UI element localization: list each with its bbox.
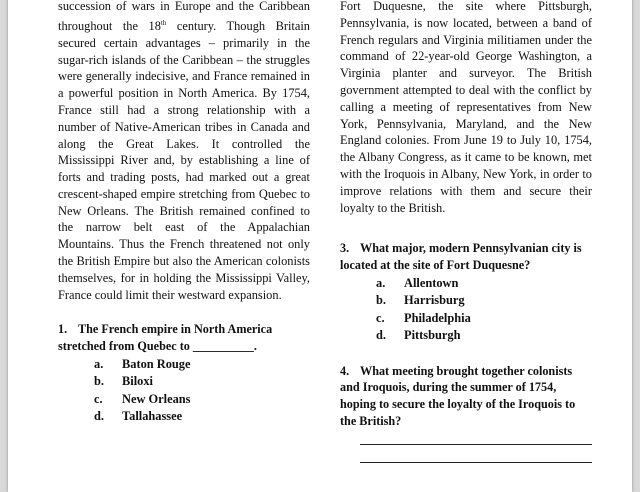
option-text: Allentown — [404, 275, 459, 290]
left-paragraph-line1-end: century. — [166, 18, 217, 33]
option-item[interactable] — [340, 310, 592, 327]
option-letter: c. — [376, 310, 385, 325]
right-column — [340, 0, 592, 470]
option-letter: d. — [94, 409, 104, 424]
option-item[interactable] — [58, 373, 310, 390]
option-item[interactable] — [58, 356, 310, 373]
question-3-text: What major, modern Pennsylvanian city is located at the site of Fort Duquesne? — [340, 241, 582, 273]
answer-line[interactable] — [360, 444, 592, 445]
option-letter: b. — [376, 293, 386, 308]
question-4-number: 4. — [340, 363, 350, 378]
option-text: New Orleans — [122, 391, 191, 406]
option-item[interactable] — [58, 408, 310, 425]
right-paragraph: Fort Duquesne, the site where Pittsburgh, Pennsylvania, is now located, between a band of French regulars and Virginia militiamen under the command of 22-year-old George Washington, a Virginia planter and surveyor. The British government attempted to deal with the conflict by calling a meeting of representatives from New York, Pennsylvania, Maryland, and the New England colonies. From June 19 to July 10, 1754, the Albany Congress, as it came to be known, met with the Iroquois in Albany, New York, in order to improve relations with them and secure their loyalty to the British. — [340, 0, 592, 215]
question-1-text: The French empire in North America stretched from Quebec to __________. — [58, 322, 273, 354]
option-item[interactable] — [340, 327, 592, 344]
option-text: Baton Rouge — [122, 357, 191, 372]
worksheet-page — [8, 0, 632, 492]
ordinal-superscript: th — [160, 18, 167, 27]
left-paragraph-body: Though Britain secured certain advantages – primarily in the sugar-rich islands of the Caribbean – the struggles were generally indecisive, and France remained in a powerful position in North America. By 1754, France still had a strong relationship with a number of Native-American tribes in Canada and along the Great Lakes. It controlled the Mississippi River and, by establishing a line of forts and trading posts, had marked out a great crescent-shaped empire stretching from Quebec to New Orleans. The British remained confined to the narrow belt east of the Appalachian Mountains. Thus the French threatened not only the British Empire but also the American colonists themselves, for in holding the Mississippi Valley, France could limit their westward expansion. — [58, 18, 310, 302]
option-letter: b. — [94, 374, 104, 389]
left-paragraph-line0: succession of wars in Europe and the — [58, 0, 254, 13]
left-paragraph — [58, 0, 310, 303]
option-letter: a. — [376, 275, 386, 290]
option-letter: c. — [94, 391, 103, 406]
question-1-number: 1. — [58, 322, 68, 337]
question-1-options — [58, 356, 310, 426]
option-item[interactable] — [340, 292, 592, 309]
answer-line[interactable] — [360, 462, 592, 463]
option-text: Harrisburg — [404, 293, 465, 308]
option-text: Pittsburgh — [404, 328, 461, 343]
option-text: Philadelphia — [404, 310, 471, 325]
option-text: Tallahassee — [122, 409, 183, 424]
left-paragraph-line1-start: Caribbean throughout the 18 — [58, 0, 310, 33]
question-3-options — [340, 275, 592, 345]
question-4-text: What meeting brought together colonists and Iroquois, during the summer of 1754, hoping to secure the loyalty of the Iroquois to the British? — [340, 363, 576, 428]
option-text: Biloxi — [122, 374, 153, 389]
left-column — [58, 0, 310, 426]
option-letter: d. — [376, 328, 386, 343]
option-item[interactable] — [58, 391, 310, 408]
question-3 — [340, 240, 592, 274]
question-4 — [340, 363, 592, 430]
option-letter: a. — [94, 357, 104, 372]
answer-area[interactable] — [340, 430, 592, 470]
question-1 — [58, 321, 310, 355]
question-3-number: 3. — [340, 241, 350, 256]
option-item[interactable] — [340, 275, 592, 292]
